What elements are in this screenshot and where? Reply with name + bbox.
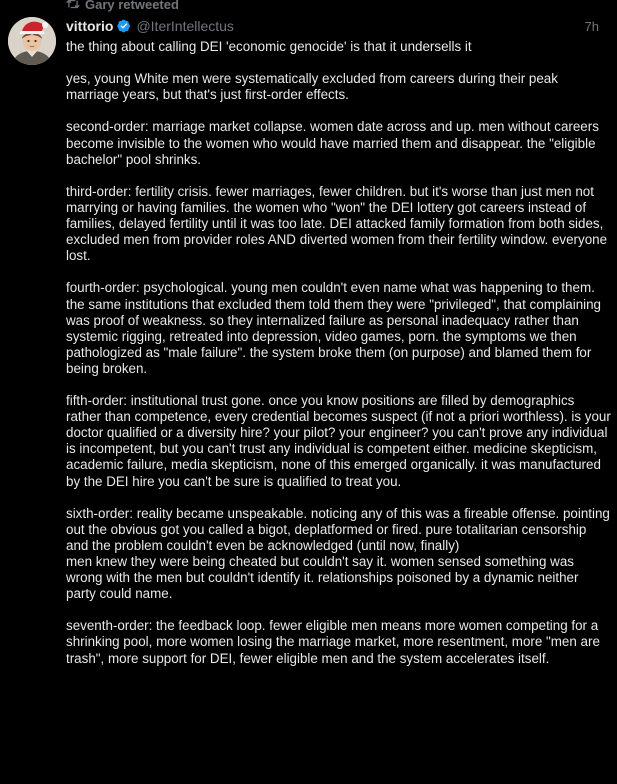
handle[interactable]: @IterIntellectus [136,18,234,34]
verified-badge-icon [117,19,131,33]
display-name[interactable]: vittorio [66,18,114,34]
timestamp[interactable]: 7h [584,18,599,34]
retweet-indicator [66,0,179,12]
retweet-icon [66,0,80,10]
tweet-header [66,17,599,35]
retweet-text[interactable]: Gary retweeted [85,0,179,12]
tweet-text: the thing about calling DEI 'economic genocide' is that it undersells it yes, young White men were systematically excluded from careers during their peak marriage years, but that's just first-order effects. second-order: marriage market collapse. women date across and up. men without careers become invisible to the women who would have married them and disappear. the "eligible bachelor" pool shrinks. third-order: fertility crisis. fewer marriages, fewer children. but it's worse than just men not marrying or having families. the women who "won" the DEI lottery got careers instead of families, delayed fertility until it was too late. DEI attacked family formation from both sides, excluded men from provider roles AND diverted women from their fertility window. everyone lost. fourth-order: psychological. young men couldn't even name what was happening to them. the same institutions that excluded them told them they were "privileged", that complaining was proof of weakness. so they internalized failure as personal inadequacy rather than systemic rigging, retreated into depression, video games, porn. the symptoms we then pathologized as "male failure". the system broke them (on purpose) and blamed them for being broken. fifth-order: institutional trust gone. once you know positions are filled by demographics rather than competence, every credential becomes suspect (if not a priori worthless). is your doctor qualified or a diversity hire? your pilot? your engineer? you can't prove any individual is incompetent, but you can't trust any individual is competent either. medicine skepticism, academic failure, media skepticism, none of this emerged organically. it was manufactured by the DEI hire you can't be sure is qualified to treat you. sixth-order: reality became unspeakable. noticing any of this was a fireable offense. pointing out the obvious got you called a bigot, deplatformed or fired. pure totalitarian censorship and the problem couldn't even be acknowledged (until now, finally) men knew they were being cheated but couldn't say it. women sensed something was wrong with the men but couldn't identify it. relationships poisoned by a dynamic neither party could name. seventh-order: the feedback loop. fewer eligible men means more women competing for a shrinking pool, more women losing the marriage market, more resentment, more "men are trash", more support for DEI, fewer eligible men and the system accelerates itself. [66,39,611,666]
avatar[interactable] [8,17,56,65]
